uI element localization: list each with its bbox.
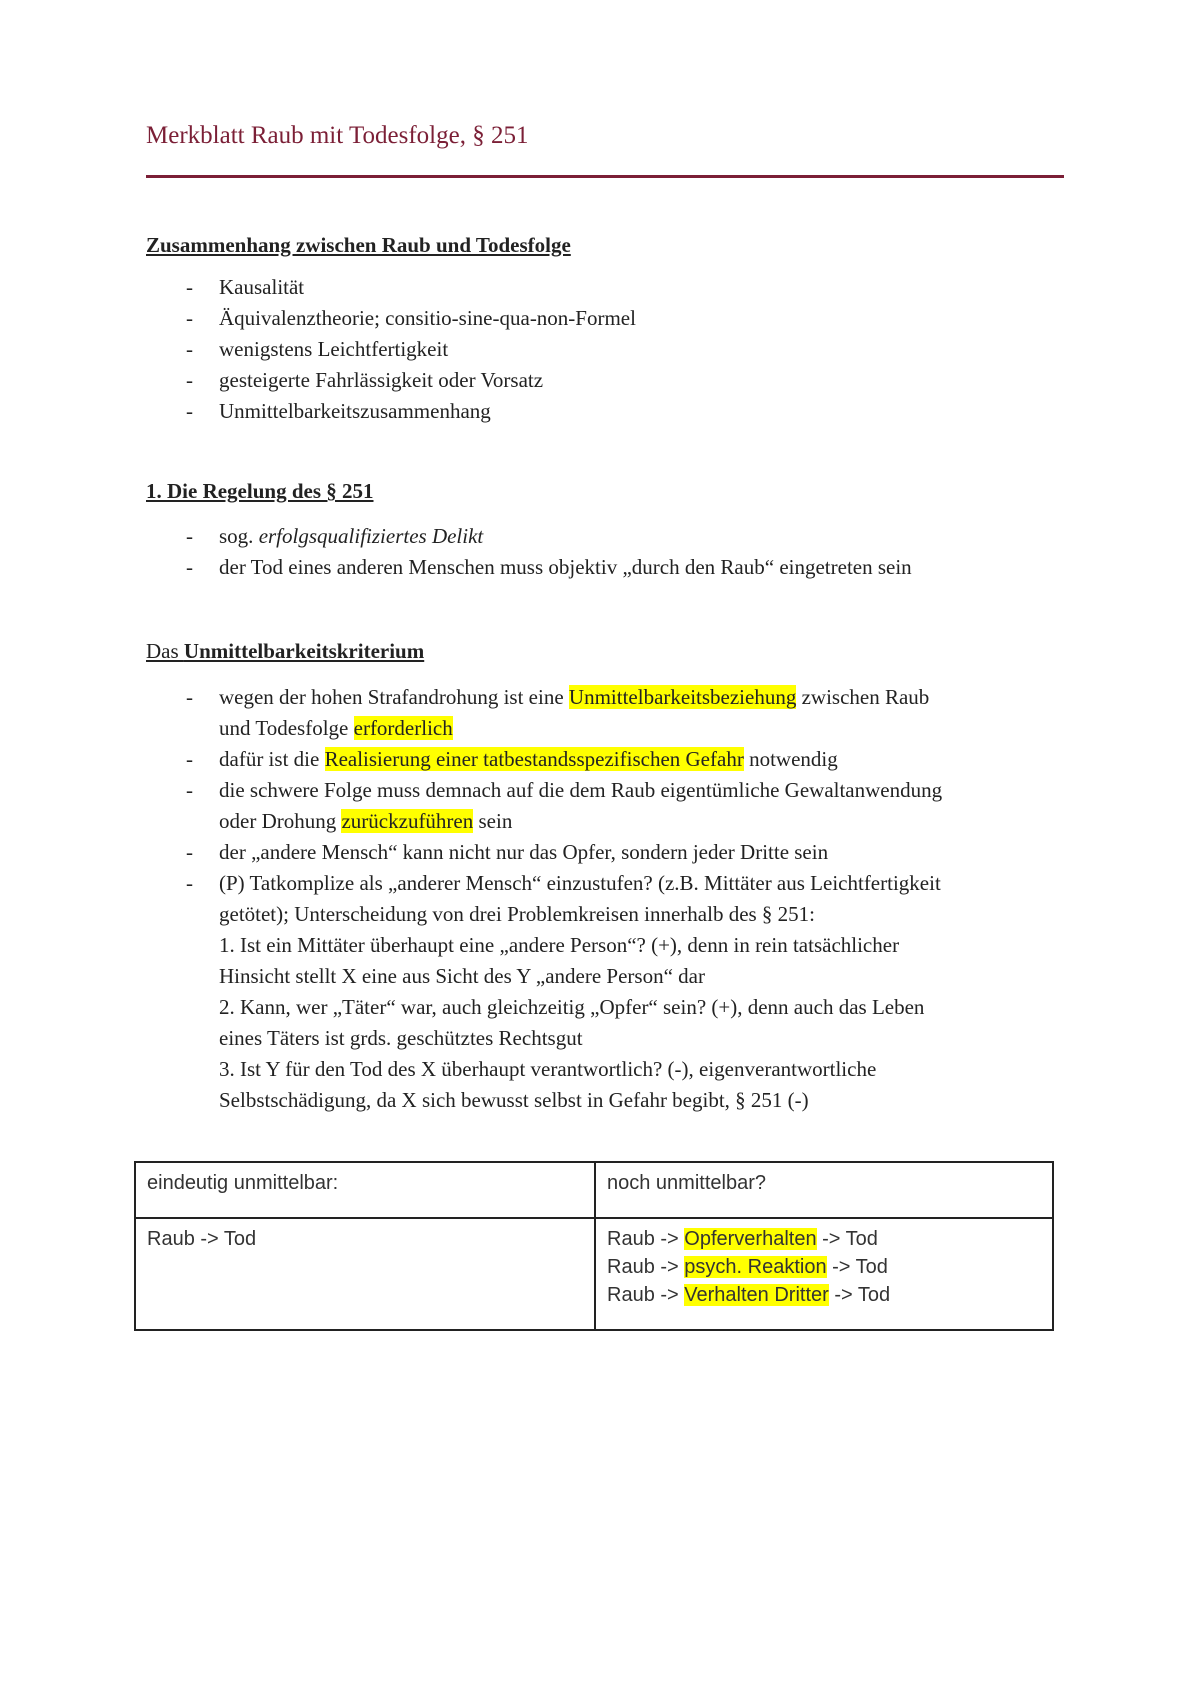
highlight: Unmittelbarkeitsbeziehung: [568, 685, 797, 709]
section1-list: [146, 272, 636, 427]
section2-heading: 1. Die Regelung des § 251: [146, 479, 374, 503]
section2-list: [146, 521, 912, 583]
list-item: - der „andere Mensch“ kann nicht nur das Opfer, sondern jeder Dritte sein: [186, 840, 829, 864]
table-line: Raub -> psych. Reaktion -> Tod: [607, 1256, 888, 1278]
title-divider: [146, 175, 1064, 178]
list-item: - Unmittelbarkeitszusammenhang: [186, 399, 491, 423]
list-item: - Äquivalenztheorie; consitio-sine-qua-non-Formel: [186, 306, 636, 330]
table-line: Raub -> Opferverhalten -> Tod: [607, 1228, 878, 1250]
section3-heading: Das Unmittelbarkeitskriterium: [146, 639, 425, 663]
list-item: - die schwere Folge muss demnach auf die dem Raub eigentümliche Gewaltanwendung oder Drohung zurückzuführen sein: [186, 778, 943, 833]
list-item: - wenigstens Leichtfertigkeit: [186, 337, 449, 361]
list-item: - Kausalität: [186, 275, 305, 299]
highlight: erforderlich: [353, 716, 453, 740]
table-line: Raub -> Verhalten Dritter -> Tod: [607, 1284, 891, 1306]
table-row: [135, 1218, 1053, 1330]
list-item: - dafür ist die Realisierung einer tatbestandsspezifischen Gefahr notwendig: [186, 747, 838, 771]
list-item: - der Tod eines anderen Menschen muss objektiv „durch den Raub“ eingetreten sein: [186, 555, 912, 579]
highlight: Realisierung einer tatbestandsspezifischen Gefahr: [324, 747, 744, 771]
section1-heading: Zusammenhang zwischen Raub und Todesfolge: [146, 233, 571, 257]
section3-list: [146, 682, 942, 1116]
table-cell-left: Raub -> Tod: [135, 1218, 595, 1330]
italic-term: erfolgsqualifiziertes Delikt: [258, 524, 484, 548]
list-item: - gesteigerte Fahrlässigkeit oder Vorsatz: [186, 368, 544, 392]
list-item: - sog. erfolgsqualifiziertes Delikt: [186, 524, 484, 548]
highlight: Opferverhalten: [684, 1228, 817, 1250]
page-title: Merkblatt Raub mit Todesfolge, § 251: [146, 122, 529, 149]
highlight: psych. Reaktion: [684, 1256, 827, 1278]
table-header-right: noch unmittelbar?: [595, 1162, 1053, 1218]
list-item: - (P) Tatkomplize als „anderer Mensch“ einzustufen? (z.B. Mittäter aus Leichtfertigkeit getötet); Unterscheidung von drei Problemkreisen innerhalb des § 251: 1. Ist ein Mittäter überhaupt eine „andere Person“? (+), denn in rein tatsächlicher Hinsicht stellt X eine aus Sicht des Y „andere Person“ dar 2. Kann, wer „Täter“ war, auch gleichzeitig „Opfer“ sein? (+), denn auch das Leben eines Täters ist grds. geschütztes Rechtsgut 3. Ist Y für den Tod des X überhaupt verantwortlich? (-), eigenverantwortliche Selbstschädigung, da X sich bewusst selbst in Gefahr begibt, § 251 (-): [186, 871, 941, 1112]
highlight: zurückzuführen: [341, 809, 474, 833]
highlight: Verhalten Dritter: [684, 1284, 829, 1306]
list-item: - wegen der hohen Strafandrohung ist eine Unmittelbarkeitsbeziehung zwischen Raub und Todesfolge erforderlich: [186, 685, 930, 740]
table-header-left: eindeutig unmittelbar:: [135, 1162, 595, 1218]
table-cell-right: [595, 1218, 1053, 1330]
comparison-table: [134, 1161, 1054, 1331]
table-row: [135, 1162, 1053, 1218]
